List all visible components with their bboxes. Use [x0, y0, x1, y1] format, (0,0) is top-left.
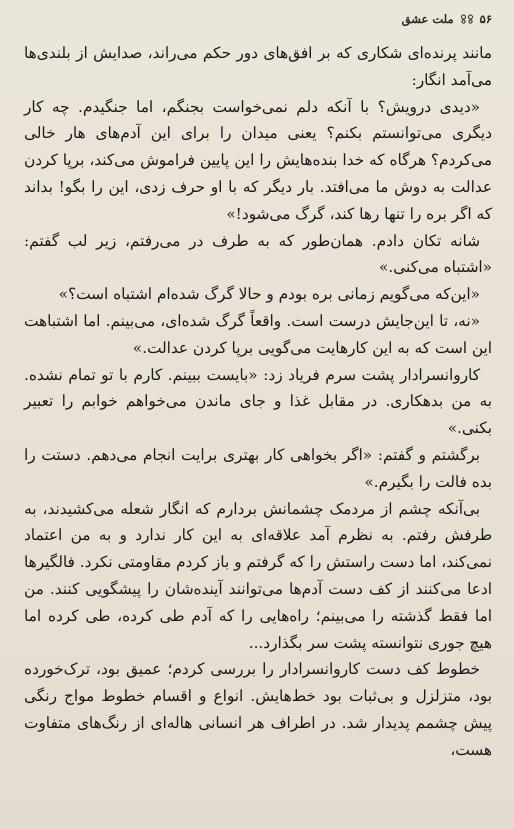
page-number: ۵۶: [479, 12, 492, 26]
paragraph: مانند پرنده‌ای شکاری که بر افق‌های دور حکم می‌راند، صدایش از بلندی‌ها می‌آمد انگار:: [24, 44, 492, 89]
body-text: [24, 40, 492, 764]
paragraph: «نه، تا این‌جایش درست است. واقعاً گرگ شده‌ای، می‌بینم. اما اشتباهت این است که به این کارهایت می‌گویی برپا کردن عدالت.»: [24, 311, 492, 357]
ornament-icon: [460, 14, 474, 24]
paragraph: بی‌آنکه چشم از مردمک چشمانش بردارم که انگار شعله می‌کشیدند، به طرفش رفتم. به نظرم آمد علاقه‌ای به این کار ندارد و به من اعتماد نمی‌کند، اما دست راستش را که گرفتم و باز کردم مقاومتی نکرد. فالگیرها ادعا می‌کنند از کف دست آدم‌ها می‌توانند آینده‌شان را پیشگویی کنند. من اما فقط گذشته را می‌بینم؛ راه‌هایی را که آدم طی کرده، طی کرده اما هیچ جوری نتوانسته پشت سر بگذارد...: [24, 499, 492, 652]
paragraph: برگشتم و گفتم: «اگر بخواهی کار بهتری برایت انجام می‌دهم. دستت را بده فالت را بگیرم.»: [24, 445, 492, 491]
paragraph: شانه تکان دادم. همان‌طور که به طرف در می‌رفتم، زیر لب گفتم: «اشتباه می‌کنی.»: [24, 231, 492, 277]
page-header: [24, 8, 492, 30]
paragraph: خطوط کف دست کاروانسرادار را بررسی کردم؛ عمیق بود، ترک‌خورده بود، متزلزل و بی‌ثبات بود خط‌هایش. انواع و اقسام خطوط مواج رنگی پیش چشمم پدیدار شد. در اطراف هر انسانی هاله‌ای از رنگ‌های متفاوت هست،: [24, 660, 492, 759]
running-title: ملت عشق: [401, 12, 454, 26]
paragraph: «این‌که می‌گویم زمانی بره بودم و حالا گرگ شده‌ام اشتباه است؟»: [58, 285, 480, 304]
paragraph: کاروانسرادار پشت سرم فریاد زد: «بایست ببینم. کارم با تو تمام نشده. به من بدهکاری. در مقابل غذا و جای ماندن می‌خواهم خوابم را تعبیر بکنی.»: [24, 365, 492, 438]
paragraph: «دیدی درویش؟ با آنکه دلم نمی‌خواست بجنگم، اما جنگیدم. چه کار دیگری می‌توانستم بکنم؟ یعنی میدان را برای این آدم‌های هار خالی می‌کردم؟ هرگاه که خدا بنده‌هایش را این پایین فراموش می‌کند، برپا کردن عدالت به دوش ما می‌افتد. بار دیگر که با او حرف زدی، این را بگو! بداند که اگر بره را تنها رها کند، گرگ می‌شود!»: [24, 97, 492, 223]
